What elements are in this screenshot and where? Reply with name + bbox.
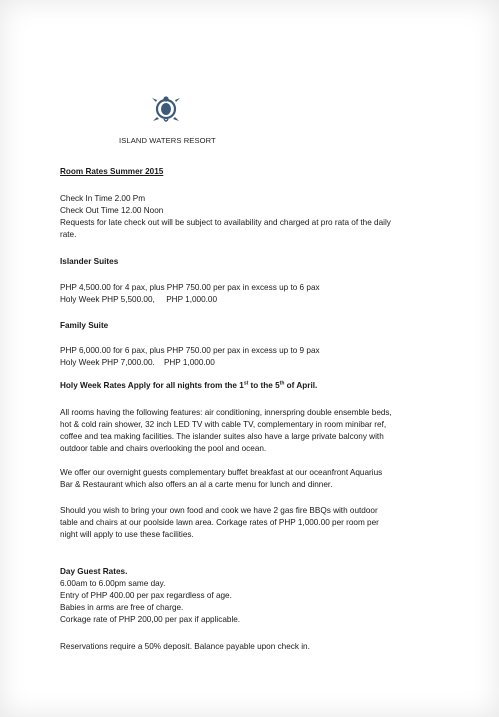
day-guest-heading: Day Guest Rates. [60, 567, 128, 576]
family-heading: Family Suite [60, 321, 109, 330]
page-title: Room Rates Summer 2015 [60, 167, 164, 176]
bbq-info: Should you wish to bring your own food and cook we have 2 gas fire BBQs with outdoor table and chairs at our poolside lawn area. Corkage rates of PHP 1,000.00 per room per night will apply to use these facilities. [60, 506, 379, 539]
islander-heading: Islander Suites [60, 257, 119, 266]
check-out-time: Check Out Time 12.00 Noon [60, 206, 164, 215]
islander-rate-line: PHP 4,500.00 for 4 pax, plus PHP 750.00 per pax in excess up to 6 pax [60, 283, 320, 292]
family-holy-week: Holy Week PHP 7,000.00. PHP 1,000.00 [60, 358, 215, 367]
family-rates [60, 345, 460, 369]
day-guest-section: Day Guest Rates. 6.00am to 6.00pm same day. Entry of PHP 400.00 per pax regardless of age. Babies in arms are free of charge. Corkage rate of PHP 200,00 per pax if applicable. [60, 566, 460, 626]
late-checkout-note: Requests for late check out will be subject to availability and charged at pro rata of the daily [60, 218, 391, 227]
checkin-section [60, 193, 460, 241]
reservations-note: Reservations require a 50% deposit. Balance payable upon check in. [60, 642, 310, 651]
holy-week-notice: Holy Week Rates Apply for all nights from the 1st to the 5th of April. [60, 380, 318, 390]
check-in-time: Check In Time 2.00 Pm [60, 194, 146, 203]
islander-rates [60, 282, 460, 306]
family-rate-line: PHP 6,000.00 for 6 pax, plus PHP 750.00 per pax in excess up to 9 pax [60, 346, 320, 355]
turtle-logo [150, 92, 182, 124]
brand-name: ISLAND WATERS RESORT [119, 136, 216, 145]
islander-holy-week: Holy Week PHP 5,500.00, PHP 1,000.00 [60, 295, 218, 304]
late-checkout-note-cont: rate. [60, 230, 77, 239]
breakfast-info: We offer our overnight guests complementary buffet breakfast at our oceanfront Aquarius Bar & Restaurant which also offers an al a carte menu for lunch and dinner. [60, 468, 383, 489]
room-features: All rooms having the following features: air conditioning, innerspring double ensemble beds, hot & cold rain shower, 32 inch LED TV with cable TV, complementary in room minibar ref, coffee and tea making facilities. The islander suites also have a large private balcony with outdoor table and chairs overlooking the pool and ocean. [60, 408, 392, 453]
